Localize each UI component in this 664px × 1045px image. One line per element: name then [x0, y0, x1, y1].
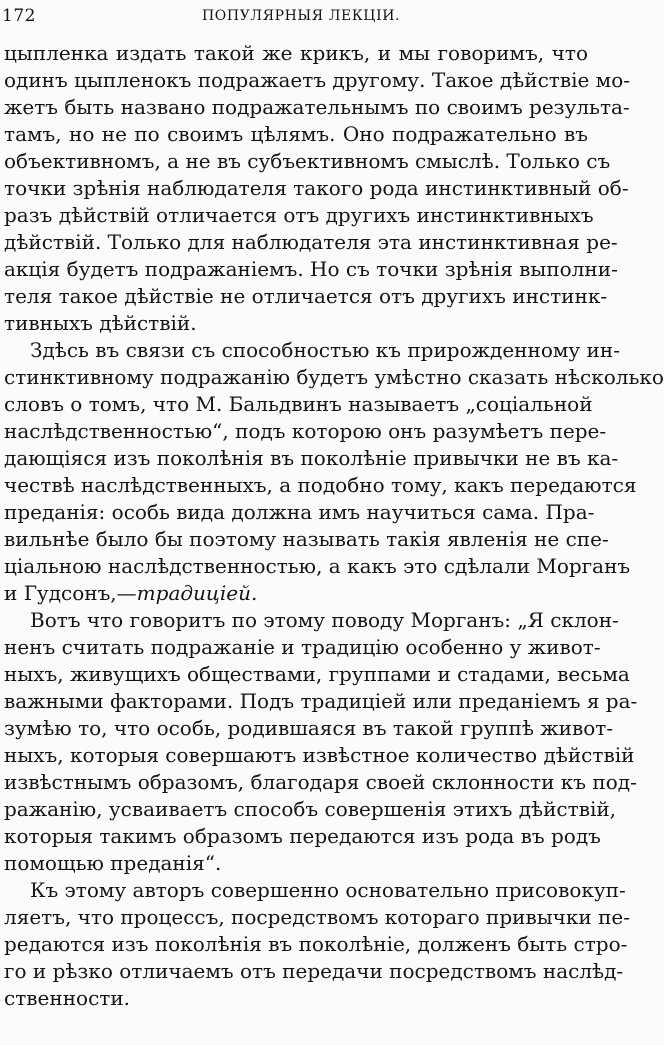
body-text — [4, 40, 664, 1012]
text-line: ражанiю, усваиваетъ способъ совершенiя этихъ дѣйствiй, — [4, 797, 617, 821]
text-line: точки зрѣнiя наблюдателя такого рода инстинктивный об- — [4, 176, 629, 200]
text-line: зумѣю то, что особь, родившаяся въ такой группѣ живот- — [4, 716, 614, 740]
text-line: цыпленка издать такой же крикъ, и мы говоримъ, что — [4, 41, 588, 65]
text-line: словъ о томъ, что М. Бальдвинъ называетъ „соцiальной — [4, 392, 593, 416]
text-line: акцiя будетъ подражанiемъ. Но съ точки зрѣнiя выполни- — [4, 257, 618, 281]
paragraph-4 — [4, 877, 631, 1012]
text-line: помощью преданiя“. — [4, 851, 222, 875]
italic-term: традицiей. — [136, 581, 258, 605]
text-line: жетъ быть названо подражательнымъ по своимъ результа- — [4, 95, 630, 119]
text-line: ныхъ, живущихъ обществами, группами и стадами, весьма — [4, 662, 630, 686]
text-line: чествѣ наслѣдственныхъ, а подобно тому, какъ передаются — [4, 473, 637, 497]
text-line: которыя такимъ образомъ передаются изъ рода въ родъ — [4, 824, 601, 848]
text-line: одинъ цыпленокъ подражаетъ другому. Такое дѣйствiе мо- — [4, 68, 631, 92]
text-line: вильнѣе было бы поэтому называть такiя явленiя не спе- — [4, 527, 609, 551]
text-line: го и рѣзко отличаемъ отъ передачи посредствомъ наслѣд- — [4, 959, 624, 983]
running-title: ПОПУЛЯРНЫЯ ЛЕКЦIИ. — [202, 8, 401, 24]
text-line: теля такое дѣйствiе не отличается отъ другихъ инстинк- — [4, 284, 608, 308]
text-line: Вотъ что говоритъ по этому поводу Морганъ: „Я склон- — [30, 608, 619, 632]
text-line: ственности. — [4, 986, 131, 1010]
text-line: извѣстнымъ образомъ, благодаря своей склонности къ под- — [4, 770, 637, 794]
text-line: тамъ, но не по своимъ цѣлямъ. Оно подражательно въ — [4, 122, 588, 146]
page-header — [0, 6, 620, 28]
text-line: ляетъ, что процессъ, посредствомъ котораго привычки пе- — [4, 905, 631, 929]
text-line: ненъ считать подражанiе и традицiю особенно у живот- — [4, 635, 601, 659]
text-line: дѣйствiй. Только для наблюдателя эта инстинктивная ре- — [4, 230, 618, 254]
text-line: тивныхъ дѣйствiй. — [4, 311, 197, 335]
paragraph-2 — [4, 337, 664, 607]
text-line: объективномъ, а не въ субъективномъ смыслѣ. Только съ — [4, 149, 611, 173]
text-line: Къ этому авторъ совершенно основательно присовокуп- — [30, 878, 626, 902]
text-line: важными факторами. Подъ традицiей или преданiемъ я ра- — [4, 689, 638, 713]
paragraph-1 — [4, 40, 631, 337]
text-line — [4, 580, 588, 607]
text-line: разъ дѣйствiй отличается отъ другихъ инстинктивныхъ — [4, 203, 594, 227]
text-line: преданiя: особь вида должна имъ научиться сама. Пра- — [4, 500, 595, 524]
text-line: наслѣдственностью“, подъ которою онъ разумѣетъ пере- — [4, 419, 607, 443]
text-line: редаются изъ поколѣнiя въ поколѣнiе, долженъ быть стро- — [4, 932, 628, 956]
page-number: 172 — [2, 6, 36, 26]
text-line: дающiяся изъ поколѣнiя въ поколѣнiе привычки не въ ка- — [4, 446, 619, 470]
paragraph-3 — [4, 607, 638, 877]
text-line: Здѣсь въ связи съ способностью къ прирожденному ин- — [30, 338, 620, 362]
text-run: и Гудсонъ,— — [4, 581, 137, 605]
text-line: цiальною наслѣдственностью, а какъ это сдѣлали Морганъ — [4, 554, 631, 578]
text-line: стинктивному подражанiю будетъ умѣстно сказать нѣсколько — [4, 365, 664, 389]
text-line: ныхъ, которыя совершаютъ извѣстное количество дѣйствiй — [4, 743, 635, 767]
